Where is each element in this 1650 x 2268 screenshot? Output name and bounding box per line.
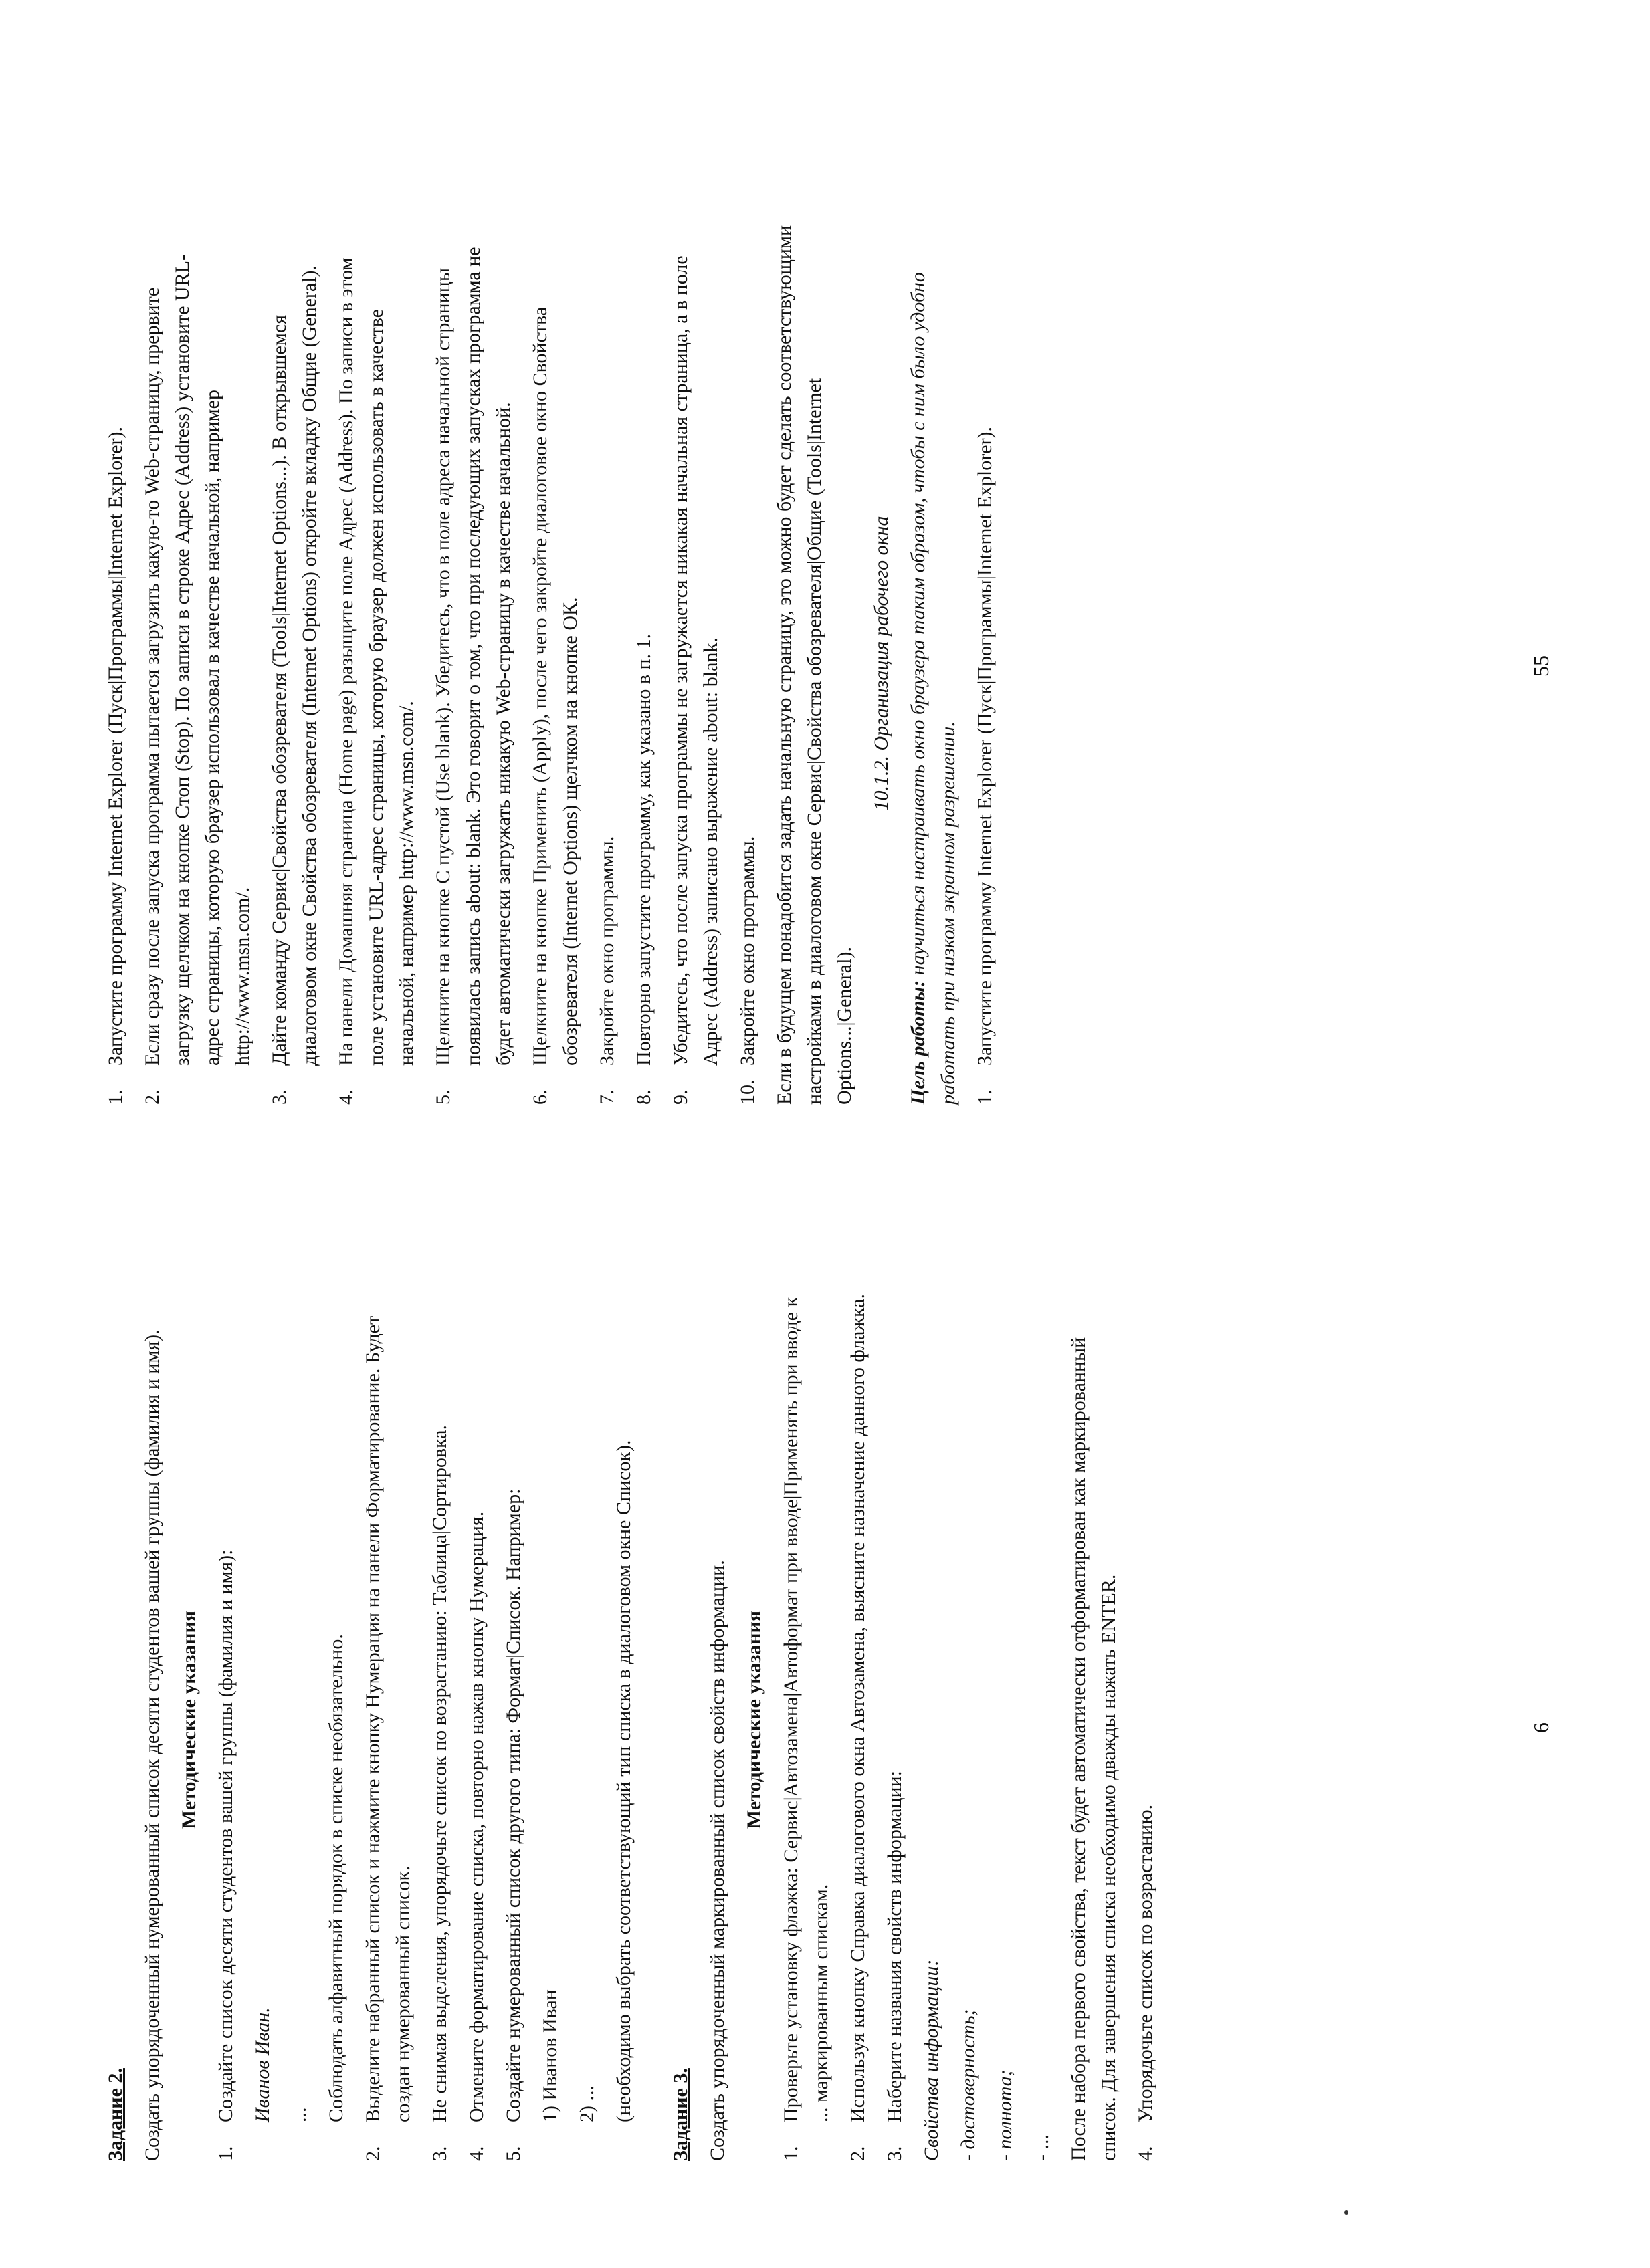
step-number: 2. (847, 2146, 869, 2161)
task3-title: Задание 3. (669, 2068, 692, 2161)
spacer (645, 1278, 665, 2161)
step-text: Иванов Иван. (251, 2007, 274, 2122)
task3-step (880, 1278, 910, 2161)
goal-text: научиться настраивать окно браузера таким образом, чтобы с ним было удобно работать при низком экранном разрешении. (907, 272, 959, 1105)
right-step (665, 222, 726, 1105)
right-step (264, 222, 324, 1105)
step-text: Создайте список десяти студентов вашей группы (фамилия и имя): (215, 1549, 237, 2122)
task2-step (461, 1278, 492, 2161)
step-number: 7. (596, 1089, 618, 1105)
task2-step (358, 1278, 418, 2161)
step-text: Наберите названия свойств информации: (884, 1771, 906, 2122)
right-step (970, 222, 1000, 1105)
step-text: Отмените форматирование списка, повторно нажав кнопку Нумерация. (466, 1511, 488, 2122)
step-number: 4. (466, 2146, 488, 2161)
step-text: Щелкните на кнопке С пустой (Use blank). Убедитесь, что в поле адреса начальной страницы появилась запись about: blank. Это говорит о том, что при последующих запусках программа не будет автоматически загружать никакую Web-страницу в качестве начальной. (432, 247, 514, 1066)
page-number-right: 55 (1529, 655, 1553, 677)
step-number: 3. (429, 2146, 451, 2161)
task3-step (843, 1278, 873, 2161)
step-text: Щелкните на кнопке Применить (Apply), после чего закройте диалоговое окно Свойства обозревателя (Internet Options) щелчком на кнопке ОК. (529, 306, 581, 1066)
step-number: 5. (502, 2146, 524, 2161)
properties-title: Свойства информации: (920, 1959, 942, 2161)
task2-title: Задание 2. (104, 2068, 126, 2161)
step-text: Запустите программу Internet Explorer (Пуск|Программы|Internet Explorer). (104, 427, 126, 1066)
right-step (732, 222, 762, 1105)
task2-step (572, 1278, 602, 2161)
right-step (428, 222, 518, 1105)
task2-intro: Создать упорядоченный нумерованный список десяти студентов вашей группы (фамилия и имя). (141, 1329, 163, 2161)
step-text: Дайте команду Сервис|Свойства обозревателя (Tools|Internet Options...). В открывшемся диалоговом окне Свойства обозревателя (Internet Options) откройте вкладку Общие (General). (268, 265, 320, 1066)
task2-step (498, 1278, 528, 2161)
task3-intro: Создать упорядоченный маркированный список свойств информации. (706, 1560, 728, 2161)
step-number: 1. (780, 2146, 802, 2161)
step-number: 1. (215, 2146, 237, 2161)
step-text: 2) ... (576, 2085, 598, 2122)
right-step (137, 222, 257, 1105)
right-step (525, 222, 585, 1105)
task3-step (776, 1278, 836, 2161)
right-page (100, 222, 1007, 1105)
step-number: 3. (884, 2146, 906, 2161)
step-text: Создайте нумерованный список другого типа: Формат|Список. Например: (502, 1488, 524, 2122)
right-step (331, 222, 421, 1105)
step-text: ... (288, 2107, 310, 2122)
task2-step (247, 1278, 278, 2161)
step-number: 4. (1134, 2146, 1156, 2161)
left-page (100, 1278, 1167, 2161)
step-number: 6. (529, 1089, 551, 1105)
goal-paragraph (903, 222, 963, 1105)
step-text: Запустите программу Internet Explorer (Пуск|Программы|Internet Explorer). (974, 427, 996, 1066)
property-item: - полнота; (994, 2069, 1016, 2161)
step-number: 4. (335, 1089, 357, 1105)
task2-step (425, 1278, 455, 2161)
section-heading: 10.1.2. Организация рабочего окна (870, 516, 892, 811)
step-number: 8. (633, 1089, 655, 1105)
step-text: Не снимая выделения, упорядочьте список по возрастанию: Таблица|Сортировка. (429, 1425, 451, 2122)
step-number (572, 2122, 602, 2161)
task2-step (211, 1278, 241, 2161)
task3-step (1130, 1278, 1160, 2161)
property-item: - достоверность; (957, 2009, 979, 2161)
step-text: (необходимо выбрать соответствующий тип списка в диалоговом окне Список). (613, 1440, 635, 2122)
step-number: 9. (669, 1089, 692, 1105)
step-number (284, 2122, 314, 2161)
step-number (321, 2122, 351, 2161)
scan-speck (1344, 2210, 1348, 2215)
step-number (535, 2122, 565, 2161)
step-text: Закройте окно программы. (736, 836, 758, 1066)
right-step (100, 222, 130, 1105)
task3-after-text: После набора первого свойства, текст будет автоматически отформатирован как маркированный список. Для завершения списка необходимо дважды нажать ENTER. (1067, 1337, 1120, 2161)
step-number: 1. (104, 1089, 126, 1105)
step-text: Упорядочьте список по возрастанию. (1134, 1804, 1156, 2122)
property-item: - ... (1031, 2134, 1053, 2161)
task2-step (321, 1278, 351, 2161)
right-step (592, 222, 622, 1105)
step-number: 5. (432, 1089, 454, 1105)
step-text: Убедитесь, что после запуска программы не загружается никакая начальная страница, а в поле Адрес (Address) записано выражение about: blank. (669, 255, 722, 1066)
step-number: 2. (141, 1089, 163, 1105)
step-number: 1. (974, 1089, 996, 1105)
closing-text: Если в будущем понадобится задать начальную страницу, это можно будет сделать соответствующими настройками в диалоговом окне Сервис|Свойства обозревателя|Общие (Tools|Internet Options...|General). (773, 225, 855, 1105)
step-text: Повторно запустите программу, как указано в п. 1. (633, 633, 655, 1066)
step-number: 3. (268, 1089, 290, 1105)
goal-label: Цель работы: (907, 980, 929, 1105)
task2-step (609, 1278, 639, 2161)
step-text: Закройте окно программы. (596, 836, 618, 1066)
task3-method-heading: Методические указания (743, 1610, 765, 1829)
step-text: Если сразу после запуска программа пытается загрузить какую-то Web-страницу, прервите загрузку щелчком на кнопке Стоп (Stop). По записи в строке Адрес (Address) установите URL-адрес страницы, которую браузер использовал в качестве начальной, например http://www.msn.com/. (141, 253, 253, 1066)
task2-step (284, 1278, 314, 2161)
task2-method-heading: Методические указания (178, 1610, 200, 1829)
step-text: Проверьте установку флажка: Сервис|Автозамена|Автоформат при вводе|Применять при вводе к ... маркированным спискам. (780, 1296, 832, 2122)
step-text: На панели Домашняя страница (Home page) разыщите поле Адрес (Address). По записи в этом поле установите URL-адрес страницы, которую браузер должен использовать в качестве начальной, например http://www.msn.com/. (335, 257, 417, 1066)
step-text: 1) Иванов Иван (539, 1989, 561, 2122)
page-number-left: 6 (1529, 1722, 1553, 1733)
step-number (609, 2122, 639, 2161)
step-number: 2. (362, 2146, 384, 2161)
step-text: Используя кнопку Справка диалогового окна Автозамена, выясните назначение данного флажка. (847, 1294, 869, 2122)
step-number (247, 2122, 278, 2161)
task2-step (535, 1278, 565, 2161)
right-step (629, 222, 659, 1105)
step-text: Соблюдать алфавитный порядок в списке необязательно. (325, 1634, 347, 2122)
step-number: 10. (736, 1079, 758, 1105)
step-text: Выделите набранный список и нажмите кнопку Нумерация на панели Форматирование. Будет создан нумерованный список. (362, 1315, 414, 2122)
